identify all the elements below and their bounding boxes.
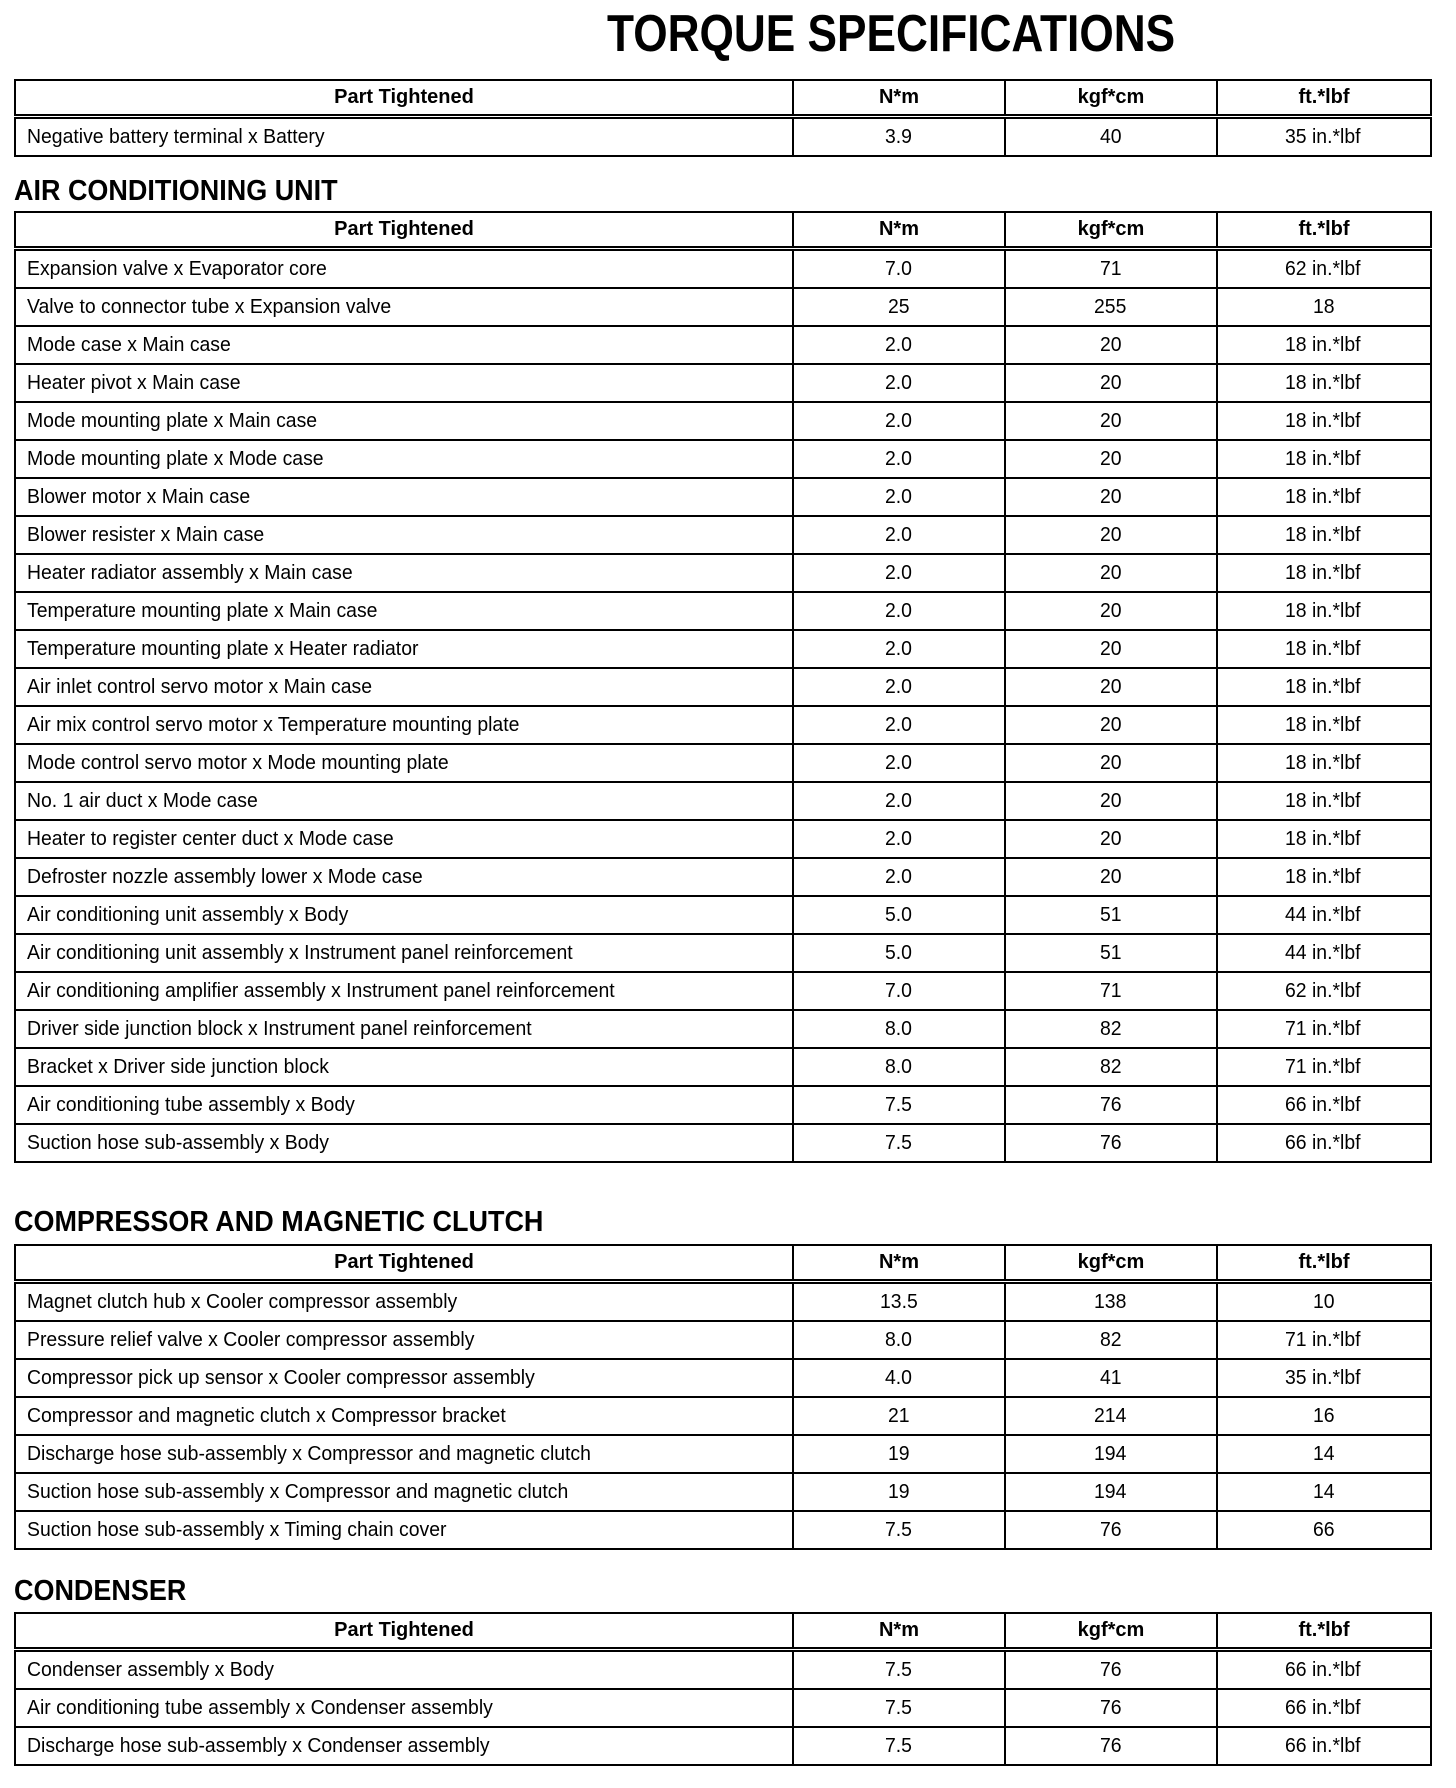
cell-part-tightened: Mode mounting plate x Main case xyxy=(15,402,793,440)
cell-nm: 2.0 xyxy=(793,668,1005,706)
column-header-nm: N*m xyxy=(793,212,1005,249)
cell-ft-lbf: 62 in.*lbf xyxy=(1217,972,1431,1010)
cell-nm: 2.0 xyxy=(793,402,1005,440)
cell-ft-lbf: 66 in.*lbf xyxy=(1217,1689,1431,1727)
cell-nm: 2.0 xyxy=(793,820,1005,858)
table-row xyxy=(15,1435,1431,1473)
cell-ft-lbf: 18 in.*lbf xyxy=(1217,554,1431,592)
cell-ft-lbf: 18 in.*lbf xyxy=(1217,440,1431,478)
cell-ft-lbf: 71 in.*lbf xyxy=(1217,1321,1431,1359)
cell-part-tightened: Temperature mounting plate x Heater radiator xyxy=(15,630,793,668)
cell-kgf-cm: 41 xyxy=(1005,1359,1217,1397)
cell-kgf-cm: 71 xyxy=(1005,972,1217,1010)
battery-torque-table xyxy=(14,79,1432,157)
table-row xyxy=(15,1473,1431,1511)
cell-nm: 7.5 xyxy=(793,1511,1005,1549)
cell-part-tightened: Mode case x Main case xyxy=(15,326,793,364)
cell-part-tightened: No. 1 air duct x Mode case xyxy=(15,782,793,820)
table-row xyxy=(15,1397,1431,1435)
column-header-nm: N*m xyxy=(793,1613,1005,1650)
table-row xyxy=(15,1727,1431,1765)
table-row xyxy=(15,478,1431,516)
cell-kgf-cm: 20 xyxy=(1005,820,1217,858)
table-row xyxy=(15,1124,1431,1162)
cell-part-tightened: Compressor pick up sensor x Cooler compressor assembly xyxy=(15,1359,793,1397)
cell-ft-lbf: 35 in.*lbf xyxy=(1217,1359,1431,1397)
table-row xyxy=(15,858,1431,896)
cell-kgf-cm: 20 xyxy=(1005,782,1217,820)
cell-ft-lbf: 10 xyxy=(1217,1282,1431,1322)
cell-nm: 7.5 xyxy=(793,1650,1005,1690)
column-header-part-tightened: Part Tightened xyxy=(15,1245,793,1282)
cell-ft-lbf: 18 in.*lbf xyxy=(1217,744,1431,782)
cell-part-tightened: Magnet clutch hub x Cooler compressor assembly xyxy=(15,1282,793,1322)
cell-part-tightened: Heater radiator assembly x Main case xyxy=(15,554,793,592)
column-header-part-tightened: Part Tightened xyxy=(15,1613,793,1650)
cell-kgf-cm: 76 xyxy=(1005,1511,1217,1549)
cell-kgf-cm: 20 xyxy=(1005,706,1217,744)
cell-part-tightened: Expansion valve x Evaporator core xyxy=(15,249,793,289)
cell-ft-lbf: 66 in.*lbf xyxy=(1217,1086,1431,1124)
cell-kgf-cm: 20 xyxy=(1005,478,1217,516)
table-header-row xyxy=(15,212,1431,249)
cell-nm: 2.0 xyxy=(793,326,1005,364)
cell-part-tightened: Suction hose sub-assembly x Compressor and magnetic clutch xyxy=(15,1473,793,1511)
cell-part-tightened: Air inlet control servo motor x Main case xyxy=(15,668,793,706)
cell-part-tightened: Discharge hose sub-assembly x Condenser assembly xyxy=(15,1727,793,1765)
cell-nm: 8.0 xyxy=(793,1048,1005,1086)
cell-ft-lbf: 18 xyxy=(1217,288,1431,326)
cell-ft-lbf: 18 in.*lbf xyxy=(1217,402,1431,440)
cell-part-tightened: Blower resister x Main case xyxy=(15,516,793,554)
table-row xyxy=(15,668,1431,706)
cell-kgf-cm: 20 xyxy=(1005,364,1217,402)
table-row xyxy=(15,820,1431,858)
cell-nm: 7.5 xyxy=(793,1689,1005,1727)
cell-part-tightened: Discharge hose sub-assembly x Compressor and magnetic clutch xyxy=(15,1435,793,1473)
cell-kgf-cm: 51 xyxy=(1005,934,1217,972)
cell-kgf-cm: 214 xyxy=(1005,1397,1217,1435)
cell-ft-lbf: 18 in.*lbf xyxy=(1217,516,1431,554)
table-row xyxy=(15,326,1431,364)
cell-ft-lbf: 18 in.*lbf xyxy=(1217,592,1431,630)
column-header-kgf-cm: kgf*cm xyxy=(1005,1245,1217,1282)
table-row xyxy=(15,1511,1431,1549)
cell-nm: 2.0 xyxy=(793,364,1005,402)
cell-kgf-cm: 40 xyxy=(1005,117,1217,157)
cell-ft-lbf: 35 in.*lbf xyxy=(1217,117,1431,157)
table-row xyxy=(15,630,1431,668)
air-conditioning-unit-torque-table xyxy=(14,211,1432,1163)
cell-nm: 7.5 xyxy=(793,1086,1005,1124)
table-row xyxy=(15,1689,1431,1727)
table-row xyxy=(15,744,1431,782)
cell-ft-lbf: 18 in.*lbf xyxy=(1217,478,1431,516)
section-heading-air-conditioning-unit: AIR CONDITIONING UNIT xyxy=(14,175,338,207)
cell-nm: 2.0 xyxy=(793,706,1005,744)
cell-nm: 7.0 xyxy=(793,972,1005,1010)
column-header-ft-lbf: ft.*lbf xyxy=(1217,80,1431,117)
table-row xyxy=(15,249,1431,289)
cell-part-tightened: Temperature mounting plate x Main case xyxy=(15,592,793,630)
cell-nm: 25 xyxy=(793,288,1005,326)
cell-part-tightened: Driver side junction block x Instrument panel reinforcement xyxy=(15,1010,793,1048)
cell-part-tightened: Heater to register center duct x Mode case xyxy=(15,820,793,858)
cell-nm: 2.0 xyxy=(793,782,1005,820)
cell-nm: 4.0 xyxy=(793,1359,1005,1397)
cell-kgf-cm: 138 xyxy=(1005,1282,1217,1322)
cell-ft-lbf: 71 in.*lbf xyxy=(1217,1010,1431,1048)
table-row xyxy=(15,782,1431,820)
table-row xyxy=(15,440,1431,478)
cell-kgf-cm: 76 xyxy=(1005,1727,1217,1765)
table-row xyxy=(15,288,1431,326)
column-header-nm: N*m xyxy=(793,80,1005,117)
column-header-ft-lbf: ft.*lbf xyxy=(1217,1613,1431,1650)
table-row xyxy=(15,364,1431,402)
column-header-ft-lbf: ft.*lbf xyxy=(1217,1245,1431,1282)
cell-ft-lbf: 44 in.*lbf xyxy=(1217,896,1431,934)
cell-nm: 2.0 xyxy=(793,554,1005,592)
cell-kgf-cm: 76 xyxy=(1005,1124,1217,1162)
cell-kgf-cm: 194 xyxy=(1005,1435,1217,1473)
table-row xyxy=(15,402,1431,440)
cell-ft-lbf: 66 in.*lbf xyxy=(1217,1727,1431,1765)
table-row xyxy=(15,896,1431,934)
cell-kgf-cm: 20 xyxy=(1005,440,1217,478)
cell-part-tightened: Air conditioning tube assembly x Body xyxy=(15,1086,793,1124)
cell-kgf-cm: 76 xyxy=(1005,1689,1217,1727)
cell-kgf-cm: 71 xyxy=(1005,249,1217,289)
cell-part-tightened: Compressor and magnetic clutch x Compressor bracket xyxy=(15,1397,793,1435)
table-row xyxy=(15,706,1431,744)
cell-kgf-cm: 20 xyxy=(1005,668,1217,706)
table-header-row xyxy=(15,80,1431,117)
cell-nm: 2.0 xyxy=(793,440,1005,478)
table-header-row xyxy=(15,1245,1431,1282)
cell-ft-lbf: 66 in.*lbf xyxy=(1217,1650,1431,1690)
cell-nm: 19 xyxy=(793,1435,1005,1473)
cell-ft-lbf: 16 xyxy=(1217,1397,1431,1435)
cell-kgf-cm: 20 xyxy=(1005,592,1217,630)
table-row xyxy=(15,117,1431,157)
cell-nm: 7.5 xyxy=(793,1727,1005,1765)
cell-nm: 2.0 xyxy=(793,478,1005,516)
table-row xyxy=(15,1321,1431,1359)
cell-ft-lbf: 18 in.*lbf xyxy=(1217,326,1431,364)
page-title: TORQUE SPECIFICATIONS xyxy=(607,5,1176,63)
condenser-torque-table xyxy=(14,1612,1432,1766)
cell-nm: 5.0 xyxy=(793,896,1005,934)
cell-kgf-cm: 194 xyxy=(1005,1473,1217,1511)
cell-ft-lbf: 62 in.*lbf xyxy=(1217,249,1431,289)
column-header-part-tightened: Part Tightened xyxy=(15,80,793,117)
cell-nm: 5.0 xyxy=(793,934,1005,972)
cell-kgf-cm: 82 xyxy=(1005,1321,1217,1359)
cell-ft-lbf: 44 in.*lbf xyxy=(1217,934,1431,972)
table-row xyxy=(15,1086,1431,1124)
column-header-kgf-cm: kgf*cm xyxy=(1005,212,1217,249)
cell-kgf-cm: 76 xyxy=(1005,1086,1217,1124)
cell-nm: 2.0 xyxy=(793,858,1005,896)
cell-nm: 2.0 xyxy=(793,744,1005,782)
cell-part-tightened: Valve to connector tube x Expansion valve xyxy=(15,288,793,326)
cell-part-tightened: Mode mounting plate x Mode case xyxy=(15,440,793,478)
cell-nm: 7.0 xyxy=(793,249,1005,289)
cell-nm: 21 xyxy=(793,1397,1005,1435)
cell-kgf-cm: 20 xyxy=(1005,516,1217,554)
cell-kgf-cm: 20 xyxy=(1005,858,1217,896)
cell-nm: 8.0 xyxy=(793,1321,1005,1359)
cell-kgf-cm: 20 xyxy=(1005,744,1217,782)
cell-nm: 7.5 xyxy=(793,1124,1005,1162)
cell-part-tightened: Air conditioning amplifier assembly x Instrument panel reinforcement xyxy=(15,972,793,1010)
cell-part-tightened: Air conditioning tube assembly x Condenser assembly xyxy=(15,1689,793,1727)
table-row xyxy=(15,592,1431,630)
cell-ft-lbf: 18 in.*lbf xyxy=(1217,858,1431,896)
cell-nm: 2.0 xyxy=(793,592,1005,630)
cell-nm: 13.5 xyxy=(793,1282,1005,1322)
cell-ft-lbf: 18 in.*lbf xyxy=(1217,630,1431,668)
cell-part-tightened: Mode control servo motor x Mode mounting plate xyxy=(15,744,793,782)
cell-part-tightened: Condenser assembly x Body xyxy=(15,1650,793,1690)
table-row xyxy=(15,1650,1431,1690)
table-row xyxy=(15,554,1431,592)
cell-kgf-cm: 255 xyxy=(1005,288,1217,326)
table-row xyxy=(15,1010,1431,1048)
table-row xyxy=(15,972,1431,1010)
cell-kgf-cm: 82 xyxy=(1005,1048,1217,1086)
table-row xyxy=(15,1282,1431,1322)
cell-nm: 19 xyxy=(793,1473,1005,1511)
cell-part-tightened: Air conditioning unit assembly x Body xyxy=(15,896,793,934)
column-header-part-tightened: Part Tightened xyxy=(15,212,793,249)
cell-part-tightened: Air conditioning unit assembly x Instrument panel reinforcement xyxy=(15,934,793,972)
cell-ft-lbf: 18 in.*lbf xyxy=(1217,782,1431,820)
table-row xyxy=(15,1359,1431,1397)
section-heading-compressor-and-magnetic-clutch: COMPRESSOR AND MAGNETIC CLUTCH xyxy=(14,1206,544,1238)
cell-ft-lbf: 18 in.*lbf xyxy=(1217,706,1431,744)
cell-part-tightened: Heater pivot x Main case xyxy=(15,364,793,402)
table-header-row xyxy=(15,1613,1431,1650)
cell-kgf-cm: 20 xyxy=(1005,326,1217,364)
cell-part-tightened: Air mix control servo motor x Temperature mounting plate xyxy=(15,706,793,744)
cell-kgf-cm: 51 xyxy=(1005,896,1217,934)
cell-ft-lbf: 66 xyxy=(1217,1511,1431,1549)
cell-nm: 2.0 xyxy=(793,630,1005,668)
table-row xyxy=(15,1048,1431,1086)
cell-nm: 8.0 xyxy=(793,1010,1005,1048)
cell-part-tightened: Suction hose sub-assembly x Body xyxy=(15,1124,793,1162)
compressor-torque-table xyxy=(14,1244,1432,1550)
cell-ft-lbf: 14 xyxy=(1217,1435,1431,1473)
table-row xyxy=(15,934,1431,972)
column-header-ft-lbf: ft.*lbf xyxy=(1217,212,1431,249)
cell-part-tightened: Defroster nozzle assembly lower x Mode case xyxy=(15,858,793,896)
cell-kgf-cm: 82 xyxy=(1005,1010,1217,1048)
cell-kgf-cm: 20 xyxy=(1005,402,1217,440)
cell-part-tightened: Bracket x Driver side junction block xyxy=(15,1048,793,1086)
cell-nm: 3.9 xyxy=(793,117,1005,157)
cell-part-tightened: Negative battery terminal x Battery xyxy=(15,117,793,157)
cell-kgf-cm: 20 xyxy=(1005,554,1217,592)
cell-ft-lbf: 18 in.*lbf xyxy=(1217,364,1431,402)
cell-part-tightened: Blower motor x Main case xyxy=(15,478,793,516)
cell-kgf-cm: 20 xyxy=(1005,630,1217,668)
table-row xyxy=(15,516,1431,554)
cell-nm: 2.0 xyxy=(793,516,1005,554)
cell-ft-lbf: 18 in.*lbf xyxy=(1217,820,1431,858)
column-header-kgf-cm: kgf*cm xyxy=(1005,80,1217,117)
cell-ft-lbf: 14 xyxy=(1217,1473,1431,1511)
column-header-kgf-cm: kgf*cm xyxy=(1005,1613,1217,1650)
cell-ft-lbf: 66 in.*lbf xyxy=(1217,1124,1431,1162)
section-heading-condenser: CONDENSER xyxy=(14,1575,187,1607)
cell-ft-lbf: 18 in.*lbf xyxy=(1217,668,1431,706)
cell-part-tightened: Suction hose sub-assembly x Timing chain cover xyxy=(15,1511,793,1549)
cell-ft-lbf: 71 in.*lbf xyxy=(1217,1048,1431,1086)
cell-part-tightened: Pressure relief valve x Cooler compressor assembly xyxy=(15,1321,793,1359)
cell-kgf-cm: 76 xyxy=(1005,1650,1217,1690)
column-header-nm: N*m xyxy=(793,1245,1005,1282)
